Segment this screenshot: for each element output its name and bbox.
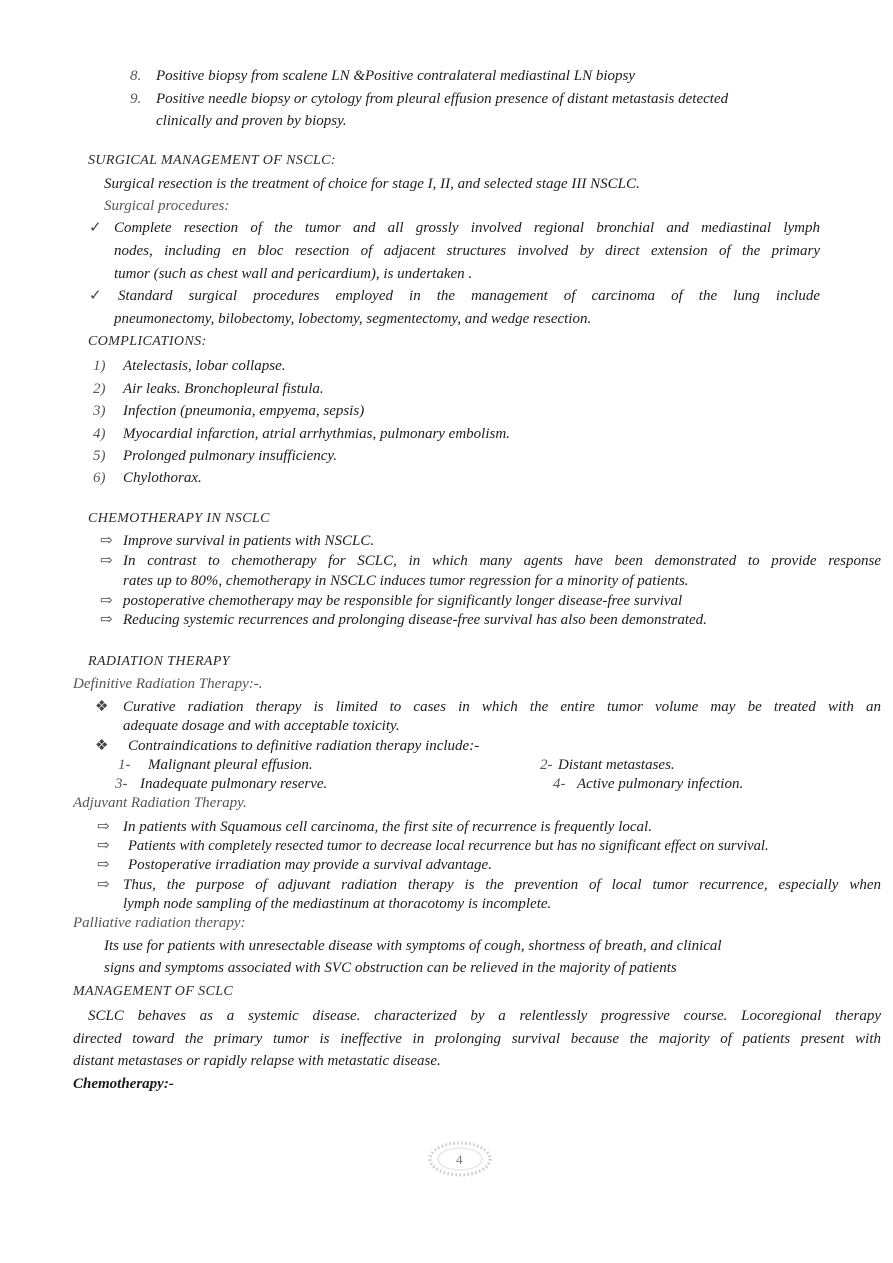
surgical-check-2-line1: Standard surgical procedures employed in the management of carcinoma of the lung include (118, 288, 820, 304)
palliative-radiation-label: Palliative radiation therapy: (73, 915, 246, 931)
complication-5-number: 5) (93, 448, 106, 464)
adjuvant-bullet-4-line1: Thus, the purpose of adjuvant radiation therapy is the prevention of local tumor recurrence, especially when (123, 877, 881, 893)
sclc-heading: MANAGEMENT OF SCLC (73, 984, 234, 999)
intro-item-8-text: Positive biopsy from scalene LN &Positive contralateral mediastinal LN biopsy (156, 68, 635, 84)
adjuvant-bullet-1: In patients with Squamous cell carcinoma, the first site of recurrence is frequently local. (123, 819, 652, 835)
sclc-line2: directed toward the primary tumor is ineffective in prolonging survival because the majority of patients present with (73, 1031, 881, 1047)
surgical-check-2-line2: pneumonectomy, bilobectomy, lobectomy, segmentectomy, and wedge resection. (114, 311, 592, 327)
palliative-line2: signs and symptoms associated with SVC obstruction can be relieved in the majority of patients (104, 960, 677, 976)
chemo-bullet-1: Improve survival in patients with NSCLC. (123, 533, 375, 549)
contraindication-1-text: Malignant pleural effusion. (148, 757, 313, 773)
sclc-line1: SCLC behaves as a systemic disease. characterized by a relentlessly progressive course. Locoregional therapy (88, 1008, 881, 1024)
complication-6-number: 6) (93, 470, 106, 486)
complications-heading: COMPLICATIONS: (88, 334, 207, 349)
intro-item-9-text-line2: clinically and proven by biopsy. (156, 113, 347, 129)
complication-4-number: 4) (93, 426, 106, 442)
page-number: 4 (456, 1152, 463, 1167)
adjuvant-radiation-label: Adjuvant Radiation Therapy. (73, 795, 247, 811)
radiation-heading: RADIATION THERAPY (88, 654, 230, 669)
contraindication-1-number: 1- (118, 757, 131, 773)
right-arrow-icon: ⇨ (100, 612, 113, 628)
right-arrow-icon: ⇨ (100, 553, 113, 569)
four-diamond-icon: ❖ (95, 699, 109, 715)
chemo-bullet-2-line1: In contrast to chemotherapy for SCLC, in which many agents have been demonstrated to provide response (123, 553, 881, 569)
complication-3-number: 3) (93, 403, 106, 419)
right-arrow-icon: ⇨ (100, 593, 113, 609)
complication-2-text: Air leaks. Bronchopleural fistula. (123, 381, 324, 397)
definitive-bullet-1-line1: Curative radiation therapy is limited to cases in which the entire tumor volume may be treated with an (123, 699, 881, 715)
complication-5-text: Prolonged pulmonary insufficiency. (123, 448, 337, 464)
check-icon: ✓ (89, 288, 102, 304)
complication-1-number: 1) (93, 358, 106, 374)
surgical-procedures-label: Surgical procedures: (104, 198, 230, 214)
contraindication-2-text: Distant metastases. (558, 757, 675, 773)
intro-item-9-number: 9. (130, 91, 142, 107)
complication-6-text: Chylothorax. (123, 470, 202, 486)
sclc-chemotherapy-label: Chemotherapy:- (73, 1076, 174, 1092)
right-arrow-icon: ⇨ (97, 819, 110, 835)
right-arrow-icon: ⇨ (97, 838, 110, 854)
palliative-line1: Its use for patients with unresectable disease with symptoms of cough, shortness of breath, and clinical (104, 938, 722, 954)
contraindication-3-text: Inadequate pulmonary reserve. (140, 776, 328, 792)
complication-4-text: Myocardial infarction, atrial arrhythmias, pulmonary embolism. (123, 426, 510, 442)
adjuvant-bullet-4-line2: lymph node sampling of the mediastinum at thoracotomy is incomplete. (123, 896, 552, 912)
right-arrow-icon: ⇨ (100, 533, 113, 549)
definitive-bullet-2: Contraindications to definitive radiation therapy include:- (128, 738, 480, 754)
chemo-bullet-3: postoperative chemotherapy may be responsible for significantly longer disease-free survival (123, 593, 683, 609)
complication-1-text: Atelectasis, lobar collapse. (123, 358, 286, 374)
adjuvant-bullet-2: Patients with completely resected tumor to decrease local recurrence but has no significant effect on survival. (128, 838, 769, 854)
surgical-check-1-line2: nodes, including en bloc resection of adjacent structures involved by direct extension of the primary (114, 243, 820, 259)
surgical-check-1-line3: tumor (such as chest wall and pericardium), is undertaken . (114, 266, 473, 282)
chemo-bullet-2-line2: rates up to 80%, chemotherapy in NSCLC induces tumor regression for a minority of patients. (123, 573, 689, 589)
four-diamond-icon: ❖ (95, 738, 109, 754)
surgical-intro: Surgical resection is the treatment of choice for stage I, II, and selected stage III NSCLC. (104, 176, 640, 192)
contraindication-4-number: 4- (553, 776, 566, 792)
check-icon: ✓ (89, 220, 102, 236)
contraindication-4-text: Active pulmonary infection. (577, 776, 744, 792)
adjuvant-bullet-3: Postoperative irradiation may provide a survival advantage. (128, 857, 492, 873)
right-arrow-icon: ⇨ (97, 877, 110, 893)
complication-3-text: Infection (pneumonia, empyema, sepsis) (123, 403, 365, 419)
surgical-heading: SURGICAL MANAGEMENT OF NSCLC: (88, 153, 336, 168)
right-arrow-icon: ⇨ (97, 857, 110, 873)
surgical-check-1-line1: Complete resection of the tumor and all grossly involved regional bronchial and mediastinal lymph (114, 220, 820, 236)
chemo-nsclc-heading: CHEMOTHERAPY IN NSCLC (88, 511, 270, 526)
sclc-line3: distant metastases or rapidly relapse with metastatic disease. (73, 1053, 441, 1069)
complication-2-number: 2) (93, 381, 106, 397)
intro-item-9-text-line1: Positive needle biopsy or cytology from pleural effusion presence of distant metastasis detected (156, 91, 729, 107)
contraindication-2-number: 2- (540, 757, 553, 773)
definitive-radiation-label: Definitive Radiation Therapy:-. (73, 676, 263, 692)
contraindication-3-number: 3- (115, 776, 128, 792)
definitive-bullet-1-line2: adequate dosage and with acceptable toxicity. (123, 718, 400, 734)
chemo-bullet-4: Reducing systemic recurrences and prolonging disease-free survival has also been demonstrated. (123, 612, 707, 628)
intro-item-8-number: 8. (130, 68, 142, 84)
